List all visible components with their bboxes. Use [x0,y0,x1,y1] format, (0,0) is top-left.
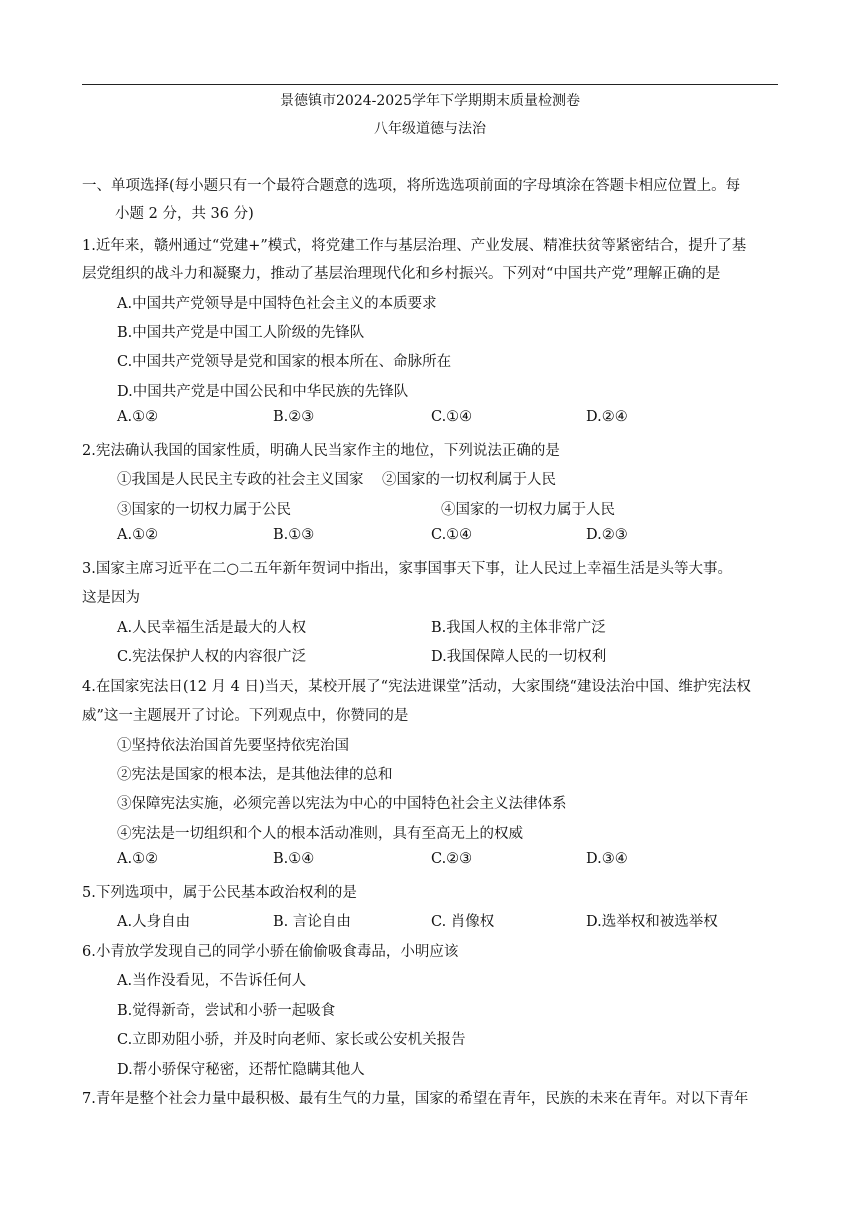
question-1-statement: C.中国共产党领导是党和国家的根本所在、命脉所在 [117,354,452,370]
section-heading: 一、单项选择(每小题只有一个最符合题意的选项，将所选选项前面的字母填涂在答题卡相应位置上。每 [82,178,741,194]
question-6-choice-a[interactable]: A.当作没看见，不告诉任何人 [117,973,307,989]
question-2-choice-a[interactable]: A.①② [117,527,159,543]
question-5-choice-a[interactable]: A.人身自由 [117,914,191,930]
question-4-choice-d[interactable]: D.③④ [586,851,628,867]
question-3-choice-c[interactable]: C.宪法保护人权的内容很广泛 [117,649,307,665]
section-heading-cont: 小题 2 分，共 36 分) [115,206,254,222]
question-6-stem: 6.小青放学发现自己的同学小骄在偷偷吸食毒品，小明应该 [82,944,459,960]
question-4-stem: 威”这一主题展开了讨论。下列观点中，你赞同的是 [82,708,409,724]
question-4-choice-c[interactable]: C.②③ [431,851,473,867]
exam-subtitle: 八年级道德与法治 [374,121,486,137]
question-3-stem: 这是因为 [82,590,140,606]
question-1-choice-c[interactable]: C.①④ [431,409,473,425]
question-4-statement: ④宪法是一切组织和个人的根本活动准则，具有至高无上的权威 [117,826,523,842]
question-4-choice-a[interactable]: A.①② [117,851,159,867]
exam-title: 景德镇市2024-2025学年下学期期末质量检测卷 [280,93,580,109]
question-1-statement: A.中国共产党领导是中国特色社会主义的本质要求 [117,296,437,312]
question-5-choice-c[interactable]: C. 肖像权 [431,914,495,930]
question-2-statement: ①我国是人民民主专政的社会主义国家 [117,472,364,488]
question-4-statement: ③保障宪法实施，必须完善以宪法为中心的中国特色社会主义法律体系 [117,796,567,812]
question-4-statement: ①坚持依法治国首先要坚持依宪治国 [117,738,349,754]
question-2-stem: 2.宪法确认我国的国家性质，明确人民当家作主的地位，下列说法正确的是 [82,443,560,459]
question-4-statement: ②宪法是国家的根本法，是其他法律的总和 [117,767,393,783]
question-3-choice-b[interactable]: B.我国人权的主体非常广泛 [431,620,606,636]
question-1-choice-b[interactable]: B.②③ [273,409,315,425]
question-5-stem: 5.下列选项中，属于公民基本政治权利的是 [82,885,357,901]
question-2-choice-c[interactable]: C.①④ [431,527,473,543]
question-4-stem: 4.在国家宪法日(12 月 4 日)当天，某校开展了“宪法进课堂”活动，大家围绕“建设法治中国、维护宪法权 [82,679,751,695]
question-3-choice-a[interactable]: A.人民幸福生活是最大的人权 [117,620,307,636]
question-3-choice-d[interactable]: D.我国保障人民的一切权利 [431,649,607,665]
question-1-statement: D.中国共产党是中国公民和中华民族的先锋队 [117,384,409,400]
question-2-choice-b[interactable]: B.①③ [273,527,315,543]
question-6-choice-b[interactable]: B.觉得新奇，尝试和小骄一起吸食 [117,1003,336,1019]
question-1-stem: 1.近年来，赣州通过“党建+”模式，将党建工作与基层治理、产业发展、精准扶贫等紧密结合，提升了基 [82,238,747,254]
question-4-choice-b[interactable]: B.①④ [273,851,315,867]
question-2-statement: ③国家的一切权力属于公民 [117,502,291,518]
question-1-choice-d[interactable]: D.②④ [586,409,628,425]
question-6-choice-c[interactable]: C.立即劝阻小骄，并及时向老师、家长或公安机关报告 [117,1032,466,1048]
question-5-choice-d[interactable]: D.选举权和被选举权 [586,914,718,930]
question-2-statement: ④国家的一切权力属于人民 [441,502,615,518]
question-1-statement: B.中国共产党是中国工人阶级的先锋队 [117,325,365,341]
question-3-stem: 3.国家主席习近平在二○二五年新年贺词中指出，家事国事天下事，让人民过上幸福生活是头等大事。 [82,561,732,577]
question-2-statement: ②国家的一切权利属于人民 [382,472,556,488]
question-7-stem: 7.青年是整个社会力量中最积极、最有生气的力量，国家的希望在青年，民族的未来在青年。对以下青年 [82,1091,749,1107]
header-rule [82,84,778,85]
question-1-stem: 层党组织的战斗力和凝聚力，推动了基层治理现代化和乡村振兴。下列对“中国共产党”理解正确的是 [82,266,721,282]
question-1-choice-a[interactable]: A.①② [117,409,159,425]
question-5-choice-b[interactable]: B. 言论自由 [273,914,351,930]
question-6-choice-d[interactable]: D.帮小骄保守秘密，还帮忙隐瞒其他人 [117,1062,365,1078]
question-2-choice-d[interactable]: D.②③ [586,527,628,543]
